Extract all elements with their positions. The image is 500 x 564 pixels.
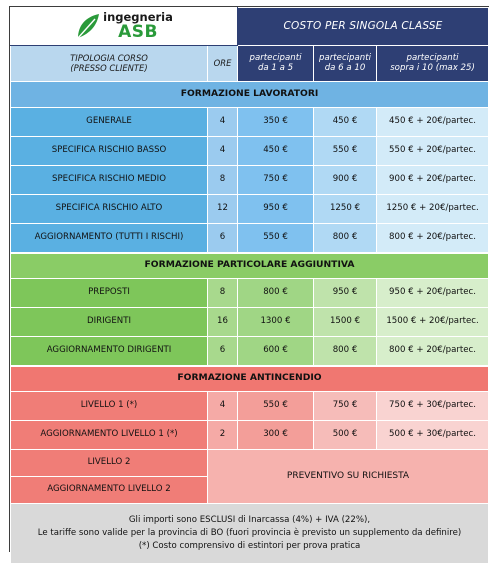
price-1-5: 600 € [238, 337, 314, 366]
course-hours: 12 [208, 195, 238, 224]
course-hours: 4 [208, 108, 238, 137]
price-over-10: 1250 € + 20€/partec. [377, 195, 489, 224]
table-row [11, 421, 489, 450]
course-name: GENERALE [11, 108, 208, 137]
price-6-10: 500 € [314, 421, 377, 450]
price-over-10: 550 € + 20€/partec. [377, 137, 489, 166]
preventivo-note: PREVENTIVO SU RICHIESTA [208, 450, 489, 504]
course-hours: 4 [208, 392, 238, 421]
course-hours: 16 [208, 308, 238, 337]
price-over-10: 800 € + 20€/partec. [377, 224, 489, 253]
logo-line2: ASB [118, 21, 158, 42]
price-1-5: 300 € [238, 421, 314, 450]
price-1-5: 950 € [238, 195, 314, 224]
price-6-10: 900 € [314, 166, 377, 195]
logo [11, 8, 238, 46]
price-over-10: 900 € + 20€/partec. [377, 166, 489, 195]
course-name: SPECIFICA RISCHIO MEDIO [11, 166, 208, 195]
price-6-10: 950 € [314, 279, 377, 308]
price-1-5: 350 € [238, 108, 314, 137]
header-title: COSTO PER SINGOLA CLASSE [238, 8, 489, 46]
course-name: AGGIORNAMENTO LIVELLO 1 (*) [11, 421, 208, 450]
price-6-10: 550 € [314, 137, 377, 166]
table-row [11, 195, 489, 224]
course-name: LIVELLO 2 [11, 450, 208, 477]
header-col3: partecipanti sopra i 10 (max 25) [377, 46, 489, 82]
price-1-5: 800 € [238, 279, 314, 308]
price-over-10: 500 € + 30€/partec. [377, 421, 489, 450]
header-col2: partecipanti da 6 a 10 [314, 46, 377, 82]
course-hours: 4 [208, 137, 238, 166]
price-1-5: 550 € [238, 392, 314, 421]
section-title-aggiuntiva: FORMAZIONE PARTICOLARE AGGIUNTIVA [11, 253, 489, 279]
price-over-10: 800 € + 20€/partec. [377, 337, 489, 366]
course-name: AGGIORNAMENTO LIVELLO 2 [11, 477, 208, 504]
course-name: AGGIORNAMENTO (TUTTI I RISCHI) [11, 224, 208, 253]
footer-line3: (*) Costo comprensivo di estintori per prova pratica [138, 541, 361, 552]
table-row [11, 308, 489, 337]
header-col1: partecipanti da 1 a 5 [238, 46, 314, 82]
price-over-10: 450 € + 20€/partec. [377, 108, 489, 137]
price-1-5: 450 € [238, 137, 314, 166]
price-6-10: 800 € [314, 224, 377, 253]
table-row [11, 137, 489, 166]
header-tipologia: TIPOLOGIA CORSO (PRESSO CLIENTE) [11, 46, 208, 82]
table-row [11, 392, 489, 421]
section-title-lavoratori: FORMAZIONE LAVORATORI [11, 82, 489, 108]
price-list-sheet [9, 6, 489, 552]
course-name: DIRIGENTI [11, 308, 208, 337]
logo-line1: ingegneria [103, 10, 173, 25]
footer-notes [11, 504, 489, 564]
course-hours: 2 [208, 421, 238, 450]
price-over-10: 750 € + 30€/partec. [377, 392, 489, 421]
leaf-logo-icon [75, 11, 101, 43]
table-row [11, 279, 489, 308]
price-6-10: 750 € [314, 392, 377, 421]
table-row [11, 166, 489, 195]
section-title-antincendio: FORMAZIONE ANTINCENDIO [11, 366, 489, 392]
price-over-10: 950 € + 20€/partec. [377, 279, 489, 308]
price-1-5: 550 € [238, 224, 314, 253]
table-row [11, 224, 489, 253]
price-1-5: 750 € [238, 166, 314, 195]
price-1-5: 1300 € [238, 308, 314, 337]
course-hours: 8 [208, 279, 238, 308]
price-6-10: 1500 € [314, 308, 377, 337]
course-hours: 6 [208, 337, 238, 366]
course-name: LIVELLO 1 (*) [11, 392, 208, 421]
header-ore: ORE [208, 46, 238, 82]
course-name: SPECIFICA RISCHIO BASSO [11, 137, 208, 166]
course-name: AGGIORNAMENTO DIRIGENTI [11, 337, 208, 366]
course-hours: 8 [208, 166, 238, 195]
table-row [11, 337, 489, 366]
table-row [11, 450, 489, 477]
table-row [11, 108, 489, 137]
price-table [10, 7, 489, 564]
price-over-10: 1500 € + 20€/partec. [377, 308, 489, 337]
course-name: PREPOSTI [11, 279, 208, 308]
course-name: SPECIFICA RISCHIO ALTO [11, 195, 208, 224]
footer-line2: Le tariffe sono valide per la provincia di BO (fuori provincia è previsto un supplemento da definire) [37, 527, 462, 538]
footer-line1: Gli importi sono ESCLUSI di Inarcassa (4%) + IVA (22%), [128, 514, 371, 525]
price-6-10: 800 € [314, 337, 377, 366]
price-6-10: 450 € [314, 108, 377, 137]
course-hours: 6 [208, 224, 238, 253]
price-6-10: 1250 € [314, 195, 377, 224]
